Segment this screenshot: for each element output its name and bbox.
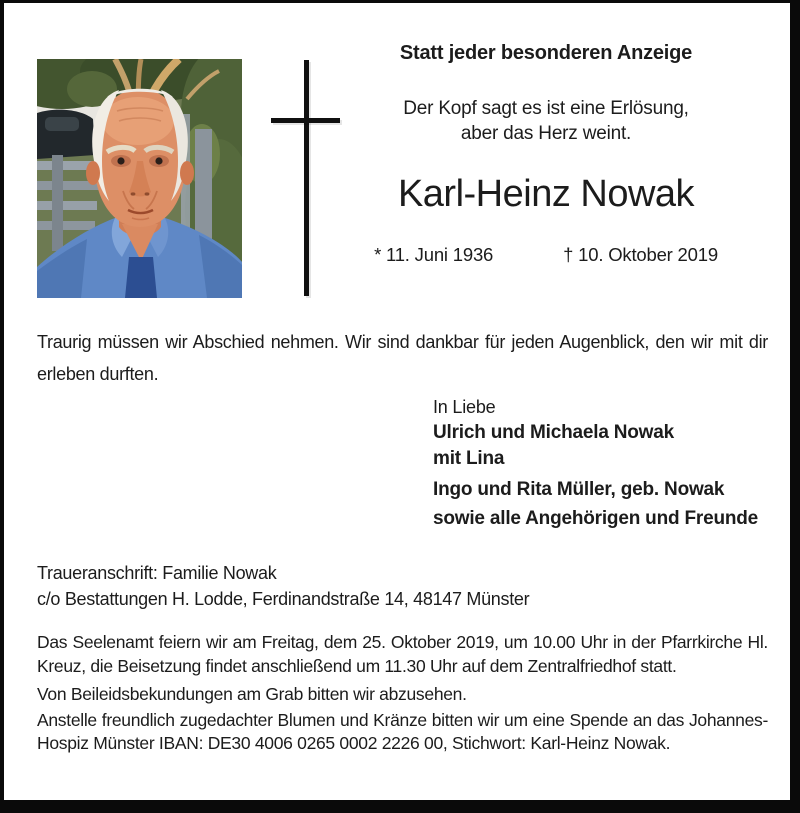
mourner-line: sowie alle Angehörigen und Freunde bbox=[433, 508, 759, 529]
birth-date: * 11. Juni 1936 bbox=[374, 244, 494, 265]
life-dates bbox=[340, 244, 752, 266]
condolence-text: Traurig müssen wir Abschied nehmen. Wir sind dankbar für jeden Augenblick, den wir mit dir erleben durften. bbox=[37, 332, 768, 384]
closing-phrase: In Liebe bbox=[433, 397, 496, 417]
notice-sheet bbox=[4, 3, 790, 800]
epigraph-line-2: aber das Herz weint. bbox=[460, 123, 632, 144]
service-info: Das Seelenamt feiern wir am Freitag, dem 25. Oktober 2019, um 10.00 Uhr in der Pfarrkirche Hl. Kreuz, die Beisetzung findet anschließend um 11.30 Uhr auf dem Zentralfriedhof statt. bbox=[37, 632, 768, 676]
mourners-block bbox=[433, 394, 758, 532]
memorial-cross-bar bbox=[271, 118, 340, 123]
address-line-2: c/o Bestattungen H. Lodde, Ferdinandstraße 14, 48147 Münster bbox=[37, 589, 530, 609]
mourner-line: Ingo und Rita Müller, geb. Nowak bbox=[433, 479, 725, 500]
death-date: † 10. Oktober 2019 bbox=[563, 244, 718, 265]
portrait-photo bbox=[37, 59, 242, 298]
notice-header: Statt jeder besonderen Anzeige bbox=[399, 42, 693, 64]
deceased-name: Karl-Heinz Nowak bbox=[397, 173, 695, 215]
mourner-line: mit Lina bbox=[433, 448, 505, 469]
mourner-line: Ulrich und Michaela Nowak bbox=[433, 422, 674, 443]
epigraph bbox=[340, 96, 752, 146]
memorial-cross-icon bbox=[304, 60, 309, 296]
address-line-1: Traueranschrift: Familie Nowak bbox=[37, 563, 277, 583]
donation-note: Anstelle freundlich zugedachter Blumen und Kränze bitten wir um eine Spende an das Johannes-Hospiz Münster IBAN: DE30 4006 0265 0002 2226 00, Stichwort: Karl-Heinz Nowak. bbox=[37, 710, 768, 753]
mourning-address bbox=[37, 560, 768, 612]
epigraph-line-1: Der Kopf sagt es ist eine Erlösung, bbox=[403, 98, 689, 119]
condolence-note: Von Beileidsbekundungen am Grab bitten wir abzusehen. bbox=[37, 684, 467, 704]
portrait-illustration bbox=[37, 59, 242, 298]
